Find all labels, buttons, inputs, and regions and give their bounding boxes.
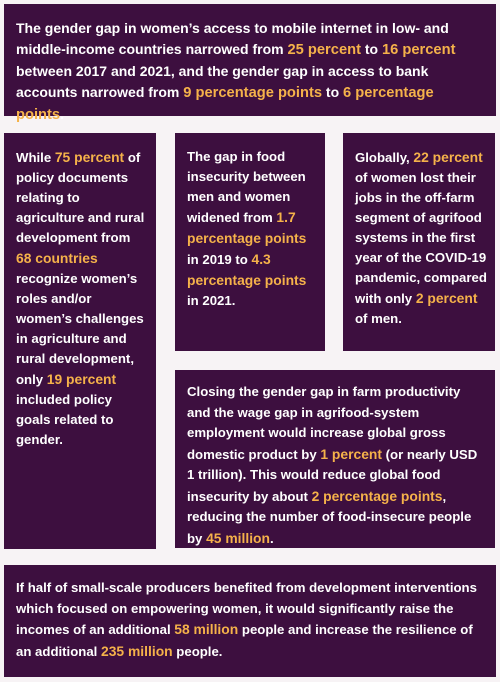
text-segment: of men.: [355, 311, 402, 326]
text-segment: in 2021.: [187, 293, 236, 308]
text-segment: to: [360, 41, 382, 57]
text-segment: people.: [172, 643, 223, 659]
text-segment: Globally,: [355, 150, 414, 165]
text-segment: Closing the gender gap in farm productivity and the wage gap in agrifood-system employment would increase global gross domestic product by: [187, 384, 461, 462]
stat-text: [187, 382, 485, 549]
stat-card-covid-job-loss: [343, 133, 495, 351]
text-segment: people and increase the resilience of an additional: [16, 622, 473, 659]
highlight-figure: 4.3 percentage points: [187, 251, 307, 288]
highlight-figure: 75 percent: [54, 149, 125, 165]
text-segment: If half of small-scale producers benefited from development interventions which focused on empowering women, it would significantly raise the incomes of an additional: [16, 580, 477, 637]
text-segment: The gender gap in women’s access to mobile internet in low- and middle-income countries narrowed from: [16, 20, 449, 57]
text-segment: between 2017 and 2021, and the gender gap in access to bank accounts narrowed from: [16, 63, 429, 100]
stat-card-policy-documents: [4, 133, 156, 549]
highlight-figure: 1 percent: [320, 445, 382, 462]
text-segment: (or nearly USD 1 trillion). This would reduce global food insecurity by about: [187, 446, 478, 504]
text-segment: of women lost their jobs in the off-farm segment of agrifood systems in the first year of the COVID-19 pandemic, compared with only: [355, 170, 487, 306]
stat-card-mobile-internet-banking: [4, 4, 496, 123]
text-segment: recognize women’s roles and/or women’s challenges in agriculture and rural development, only: [16, 271, 144, 387]
text-segment: The gap in food insecurity between men and women widened from: [187, 149, 306, 225]
text-segment: of policy documents relating to agriculture and rural development from: [16, 150, 145, 245]
text-segment: included policy goals related to gender.: [16, 392, 114, 447]
text-segment: .: [60, 106, 64, 122]
highlight-figure: 2 percentage points: [311, 487, 443, 504]
highlight-figure: 235 million: [101, 642, 173, 659]
text-segment: .: [270, 530, 274, 546]
highlight-figure: 16 percent: [381, 42, 456, 58]
highlight-figure: 2 percent: [415, 290, 478, 306]
stat-text: [16, 578, 484, 662]
highlight-figure: 58 million: [174, 621, 239, 637]
stat-text: [16, 147, 146, 450]
stat-text: [16, 18, 484, 126]
highlight-figure: 1.7 percentage points: [187, 209, 307, 246]
highlight-figure: 68 countries: [16, 250, 98, 266]
stat-card-food-insecurity-gap: [175, 133, 325, 351]
text-segment: to: [322, 84, 344, 100]
text-segment: While: [16, 150, 55, 165]
highlight-figure: 25 percent: [287, 42, 361, 58]
stat-text: [355, 147, 487, 329]
stat-card-empowering-women: [4, 565, 496, 677]
stat-card-closing-gender-gap: [175, 370, 495, 548]
text-segment: , reducing the number of food-insecure people by: [187, 488, 472, 546]
text-segment: in 2019 to: [187, 252, 252, 267]
highlight-figure: 6 percentage points: [16, 85, 434, 123]
highlight-figure: 22 percent: [413, 149, 483, 165]
highlight-figure: 19 percent: [46, 371, 117, 387]
stat-text: [187, 147, 317, 311]
highlight-figure: 45 million: [206, 529, 270, 546]
highlight-figure: 9 percentage points: [183, 85, 323, 101]
